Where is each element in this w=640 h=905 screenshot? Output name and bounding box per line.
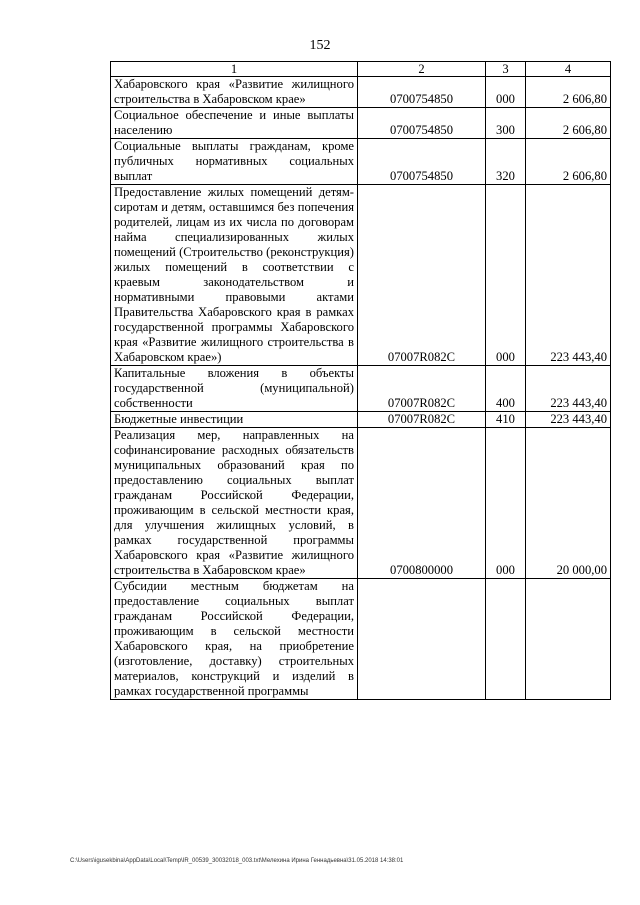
- row-target-code: 07007R082C: [358, 412, 486, 428]
- row-amount: 2 606,80: [526, 108, 611, 139]
- row-amount: 223 443,40: [526, 185, 611, 366]
- row-expense-type: 410: [486, 412, 526, 428]
- row-name: Бюджетные инвестиции: [111, 412, 358, 428]
- row-target-code: 0700754850: [358, 108, 486, 139]
- table-row: [111, 428, 611, 579]
- page-number: 152: [309, 38, 331, 53]
- row-expense-type: 000: [486, 428, 526, 579]
- table-row: [111, 366, 611, 412]
- row-target-code: [358, 579, 486, 700]
- table-header-row: [111, 62, 611, 77]
- row-name: Реализация мер, направленных на софинансирование расходных обязательств муниципальных образований края по предоставлению социальных выплат гражданам Российской Федерации, проживающим в сельской местности края, для улучшения жилищных условий, в рамках государственной программы Хабаровского края «Развитие жилищного строительства в Хабаровском крае»: [111, 428, 358, 579]
- row-target-code: 0700754850: [358, 139, 486, 185]
- column-header-3: 3: [486, 62, 526, 77]
- row-name: Капитальные вложения в объекты государственной (муниципальной) собственности: [111, 366, 358, 412]
- row-expense-type: 300: [486, 108, 526, 139]
- row-expense-type: 320: [486, 139, 526, 185]
- row-name: Субсидии местным бюджетам на предоставление социальных выплат гражданам Российской Федерации, проживающим в сельской местности Хабаровского края, на приобретение (изготовление, доставку) строительных материалов, конструкций и изделий в рамках государственной программы: [111, 579, 358, 700]
- column-header-4: 4: [526, 62, 611, 77]
- row-amount: 2 606,80: [526, 77, 611, 108]
- table-row: [111, 108, 611, 139]
- table-row: [111, 77, 611, 108]
- table-row: [111, 412, 611, 428]
- row-name: Предоставление жилых помещений детям-сиротам и детям, оставшимся без попечения родителей, лицам из их числа по договорам найма специализированных жилых помещений (Строительство (реконструкция) жилых помещений в соответствии с краевым законодательством и нормативными правовыми актами Правительства Хабаровского края в рамках государственной программы Хабаровского края «Развитие жилищного строительства в Хабаровском крае»): [111, 185, 358, 366]
- row-name: Социальное обеспечение и иные выплаты населению: [111, 108, 358, 139]
- row-target-code: 07007R082C: [358, 366, 486, 412]
- row-name: Хабаровского края «Развитие жилищного строительства в Хабаровском крае»: [111, 77, 358, 108]
- row-amount: 20 000,00: [526, 428, 611, 579]
- row-expense-type: 400: [486, 366, 526, 412]
- row-amount: [526, 579, 611, 700]
- row-target-code: 0700754850: [358, 77, 486, 108]
- column-header-1: 1: [111, 62, 358, 77]
- row-target-code: 07007R082C: [358, 185, 486, 366]
- row-expense-type: 000: [486, 185, 526, 366]
- budget-table: [110, 61, 611, 700]
- row-amount: 223 443,40: [526, 412, 611, 428]
- row-expense-type: 000: [486, 77, 526, 108]
- document-footer-path: C:\Users\igusekbina\AppData\Local\Temp\IR_00539_30032018_003.txt\Мелехина Ирина Геннадьевна\31.05.2018 14:38:01: [70, 858, 404, 864]
- table-row: [111, 185, 611, 366]
- row-target-code: 0700800000: [358, 428, 486, 579]
- row-amount: 2 606,80: [526, 139, 611, 185]
- row-expense-type: [486, 579, 526, 700]
- row-name: Социальные выплаты гражданам, кроме публичных нормативных социальных выплат: [111, 139, 358, 185]
- table-row: [111, 139, 611, 185]
- row-amount: 223 443,40: [526, 366, 611, 412]
- table-row: [111, 579, 611, 700]
- column-header-2: 2: [358, 62, 486, 77]
